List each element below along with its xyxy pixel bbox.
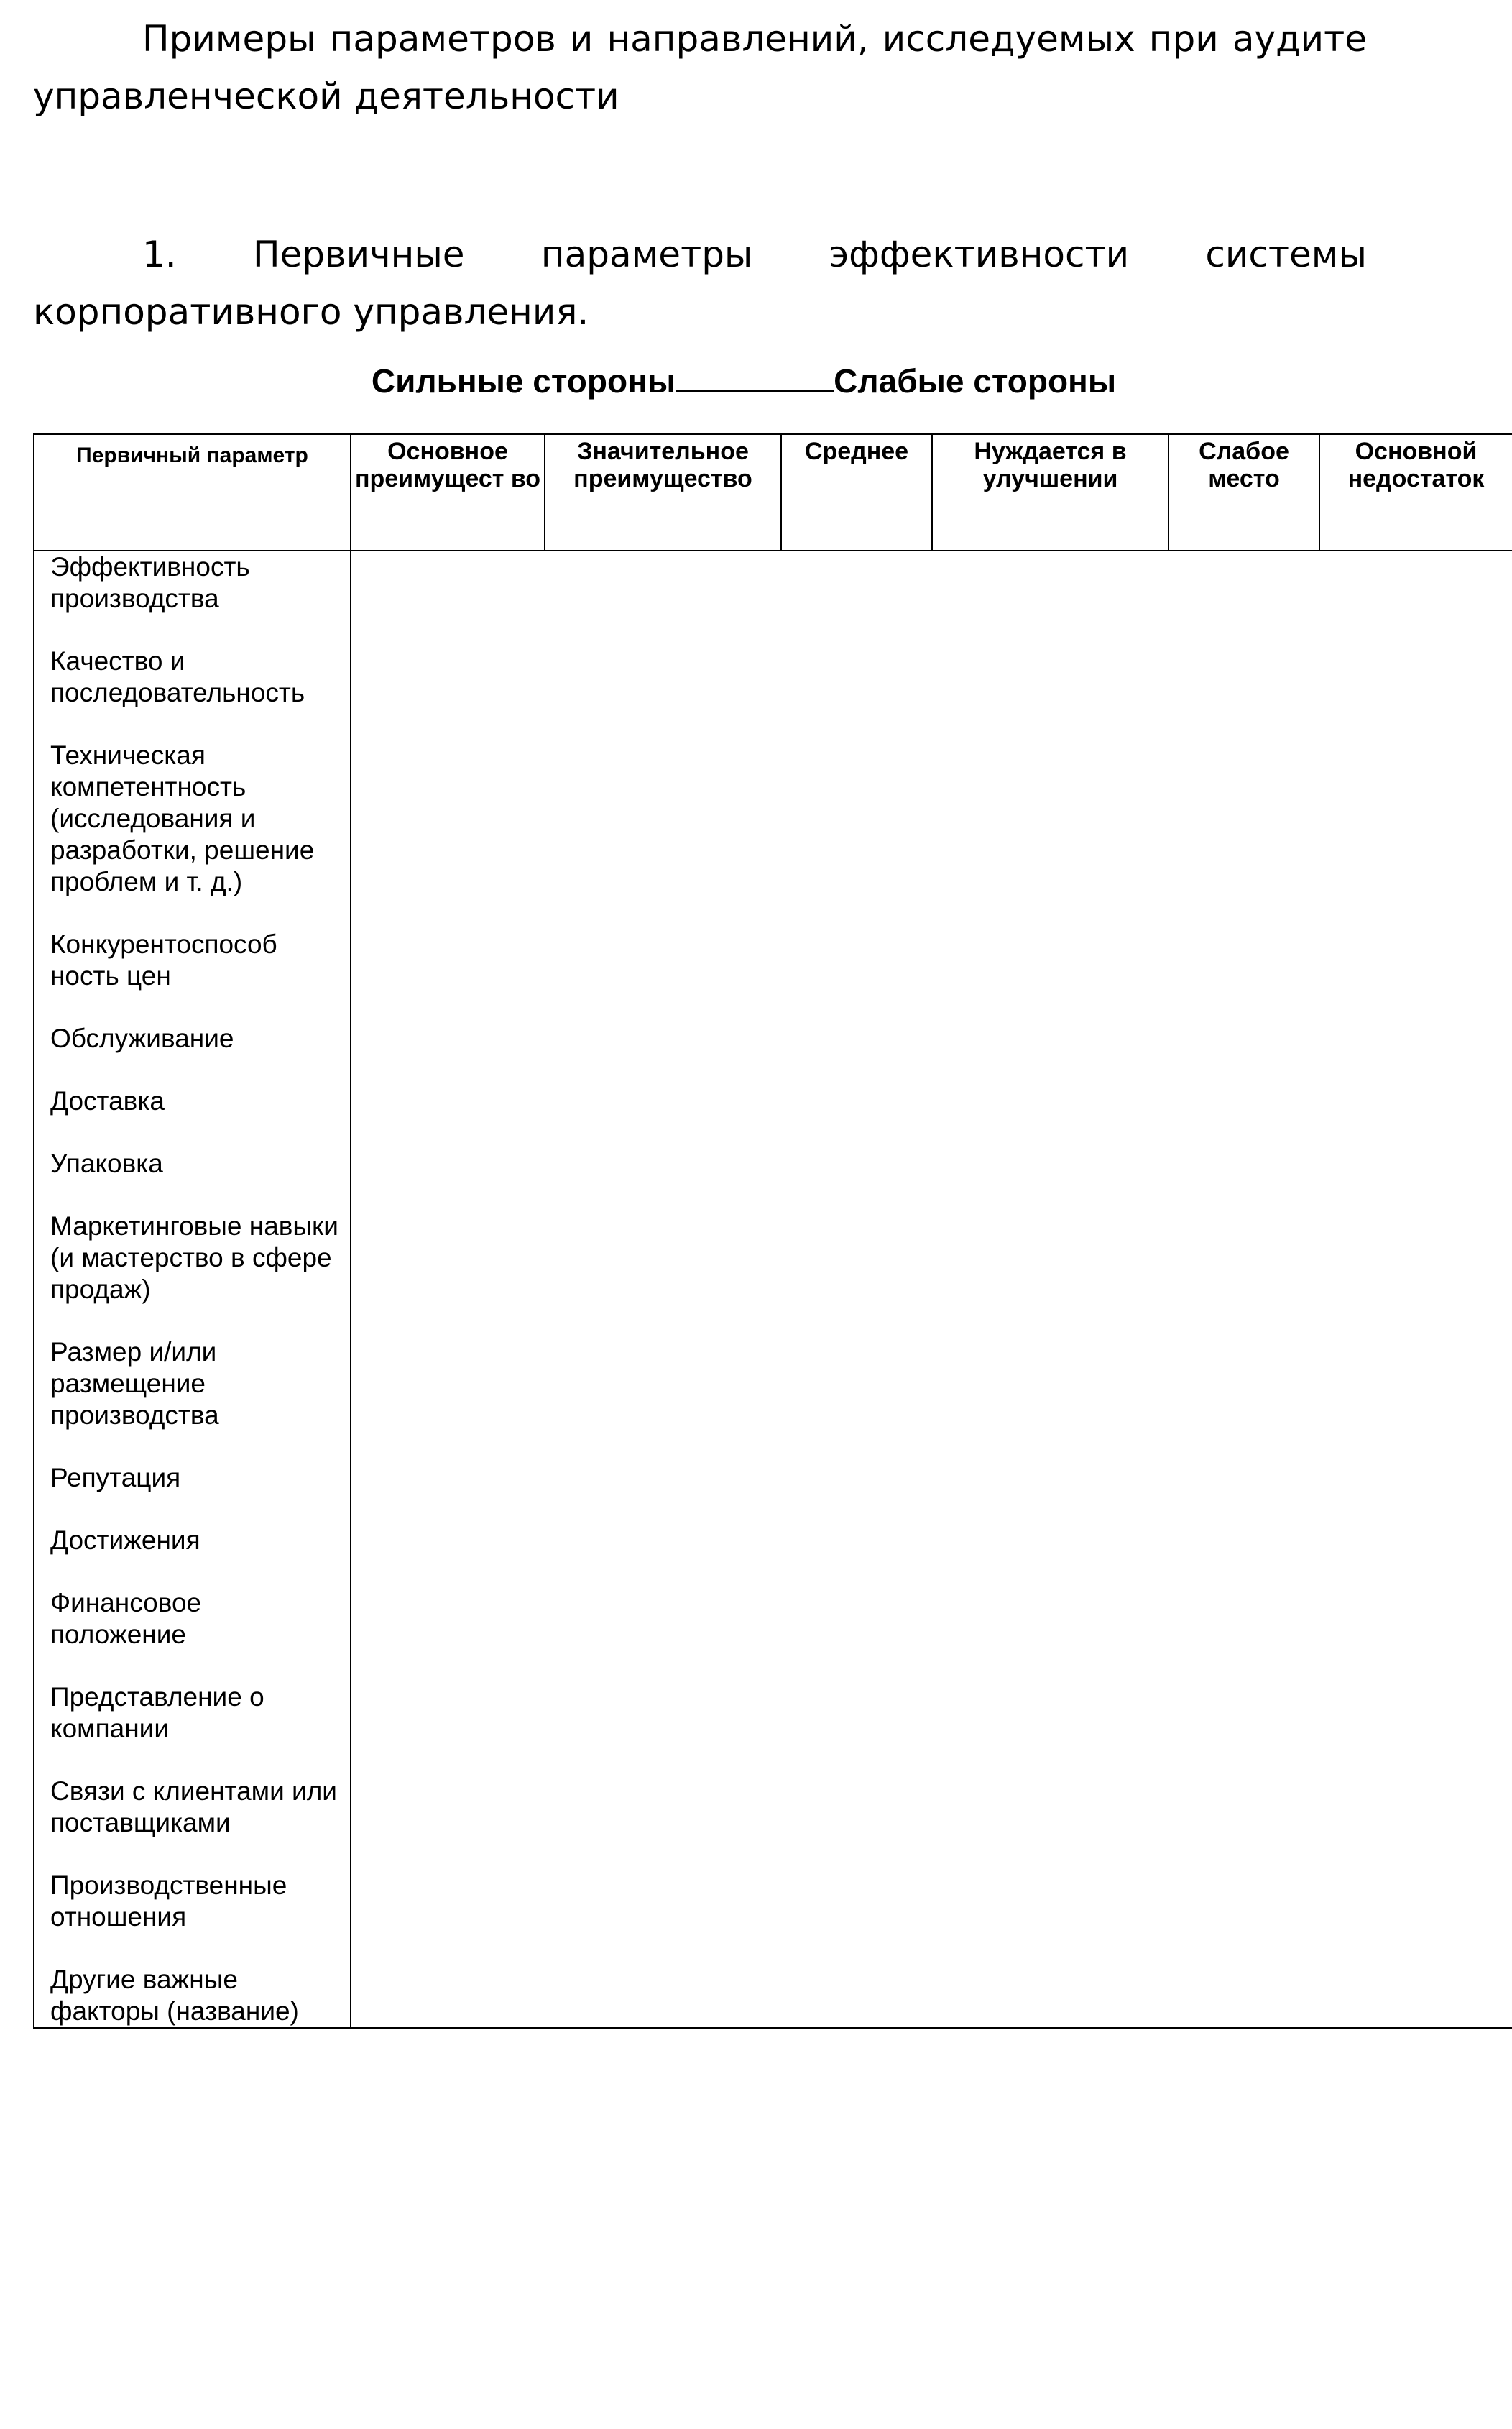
table-header-row <box>34 434 1512 551</box>
strengths-weaknesses-title <box>0 359 1488 403</box>
title-underline <box>676 362 834 392</box>
param-item: Конкурентоспособ ность цен <box>50 929 277 991</box>
param-item: Репутация <box>50 1463 181 1492</box>
param-item: Финансовое положение <box>50 1588 202 1649</box>
header-major-drawback: Основной недостаток <box>1319 434 1512 551</box>
rating-area <box>351 551 1512 2028</box>
header-major-advantage: Основное преимущест во <box>351 434 545 551</box>
param-item: Техническая компетентность (исследования и разработки, решение проблем и т. д.) <box>50 740 315 896</box>
parameters-cell <box>34 551 351 2028</box>
weaknesses-label: Слабые стороны <box>834 362 1117 400</box>
param-item: Размер и/или размещение производства <box>50 1337 219 1430</box>
header-significant-advantage: Значительное преимущество <box>545 434 781 551</box>
param-item: Достижения <box>50 1525 200 1555</box>
param-item: Маркетинговые навыки (и мастерство в сфере продаж) <box>50 1211 338 1304</box>
header-needs-improvement: Нуждается в улучшении <box>932 434 1168 551</box>
param-item: Доставка <box>50 1086 165 1116</box>
table-body-row <box>34 551 1512 2028</box>
section-heading: 1. Первичные параметры эффективности системы корпоративного управления. <box>33 234 1367 333</box>
header-weak-point: Слабое место <box>1168 434 1319 551</box>
header-average: Среднее <box>781 434 932 551</box>
param-item: Обслуживание <box>50 1024 234 1053</box>
intro-heading: Примеры параметров и направлений, исследуемых при аудите управленческой деятельности <box>33 18 1367 117</box>
header-primary-parameter: Первичный параметр <box>34 434 351 551</box>
param-item: Связи с клиентами или поставщиками <box>50 1776 337 1837</box>
param-item: Другие важные факторы (название) <box>50 1965 299 2026</box>
param-item: Производственные отношения <box>50 1870 287 1932</box>
param-item: Упаковка <box>50 1149 163 1178</box>
strengths-label: Сильные стороны <box>371 362 676 400</box>
param-item: Эффективность производства <box>50 552 250 613</box>
param-item: Качество и последовательность <box>50 646 305 707</box>
param-item: Представление о компании <box>50 1682 264 1743</box>
assessment-table <box>33 433 1512 2029</box>
